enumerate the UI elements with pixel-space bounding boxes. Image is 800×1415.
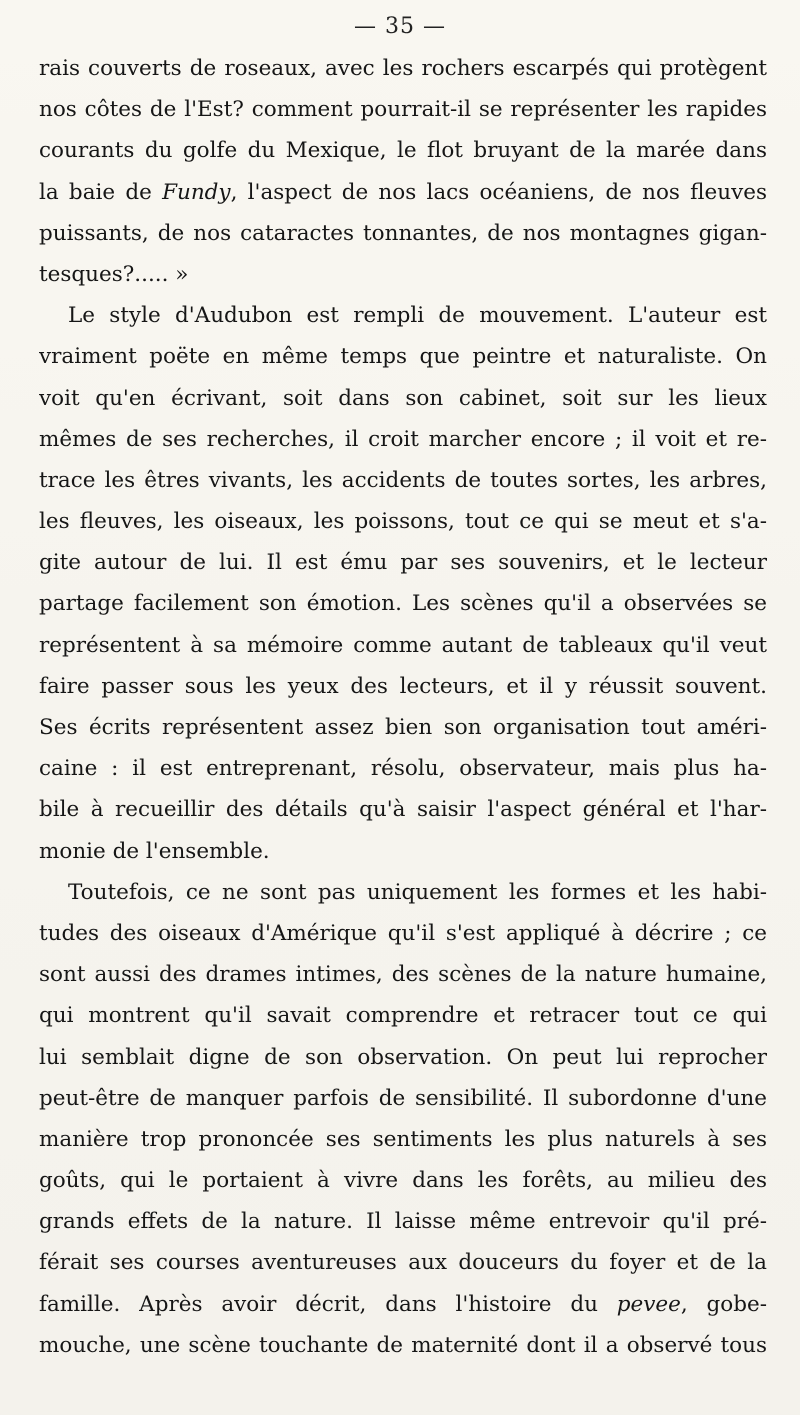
text-line: férait ses courses aventureuses aux douceurs du foyer et de la (39, 1250, 767, 1276)
text-line: manière trop prononcée ses sentiments les plus naturels à ses (39, 1126, 767, 1152)
text-line: sont aussi des drames intimes, des scènes de la nature humaine, (39, 962, 767, 988)
text-line: Ses écrits représentent assez bien son organisation tout améri- (39, 715, 767, 740)
text-line: les fleuves, les oiseaux, les poissons, tout ce qui se meut et s'a- (39, 509, 767, 535)
text-line: gite autour de lui. Il est ému par ses souvenirs, et le lecteur (39, 550, 767, 576)
text-line: rais couverts de roseaux, avec les rochers escarpés qui protègent (39, 56, 767, 81)
text-line: tesques?..... » (39, 261, 189, 287)
text-line: trace les êtres vivants, les accidents de toutes sortes, les arbres, (39, 467, 767, 493)
text-line: qui montrent qu'il savait comprendre et retracer tout ce qui (39, 1003, 767, 1029)
text-line: courants du golfe du Mexique, le flot bruyant de la marée dans (39, 138, 767, 164)
text-line: puissants, de nos cataractes tonnantes, de nos montagnes gigan- (39, 220, 767, 246)
text-line: Toutefois, ce ne sont pas uniquement les formes et les habi- (68, 879, 767, 905)
text-line: mouche, une scène touchante de maternité dont il a observé tous (39, 1332, 767, 1358)
text-line: famille. Après avoir décrit, dans l'histoire du pevee, gobe- (39, 1291, 767, 1317)
text-line: grands effets de la nature. Il laisse même entrevoir qu'il pré- (39, 1209, 767, 1235)
text-line: vraiment poëte en même temps que peintre et naturaliste. On (39, 344, 767, 370)
text-line: bile à recueillir des détails qu'à saisir l'aspect général et l'har- (39, 797, 767, 823)
text-line: goûts, qui le portaient à vivre dans les forêts, au milieu des (39, 1168, 767, 1194)
text-line: peut-être de manquer parfois de sensibilité. Il subordonne d'une (39, 1085, 767, 1111)
text-line: monie de l'ensemble. (39, 838, 270, 864)
text-line: mêmes de ses recherches, il croit marcher encore ; il voit et re- (39, 426, 767, 452)
text-line: nos côtes de l'Est? comment pourrait-il se représenter les rapides (39, 97, 767, 123)
italic-word: Fundy (162, 179, 231, 205)
text-line: caine : il est entreprenant, résolu, observateur, mais plus ha- (39, 756, 767, 782)
text-line: tudes des oiseaux d'Amérique qu'il s'est appliqué à décrire ; ce (39, 920, 767, 946)
text-line: faire passer sous les yeux des lecteurs, et il y réussit souvent. (39, 673, 767, 699)
page-number: — 35 — (354, 14, 446, 39)
body-text (39, 48, 767, 1366)
text-line: représentent à sa mémoire comme autant de tableaux qu'il veut (39, 632, 767, 658)
text-line: Le style d'Audubon est rempli de mouvement. L'auteur est (68, 303, 767, 329)
text-line: voit qu'en écrivant, soit dans son cabinet, soit sur les lieux (39, 385, 767, 411)
text-line: lui semblait digne de son observation. On peut lui reprocher (39, 1044, 767, 1070)
italic-word: pevee (616, 1291, 681, 1317)
text-line: la baie de Fundy, l'aspect de nos lacs océaniens, de nos fleuves (39, 179, 767, 205)
text-line: partage facilement son émotion. Les scènes qu'il a observées se (39, 591, 767, 617)
